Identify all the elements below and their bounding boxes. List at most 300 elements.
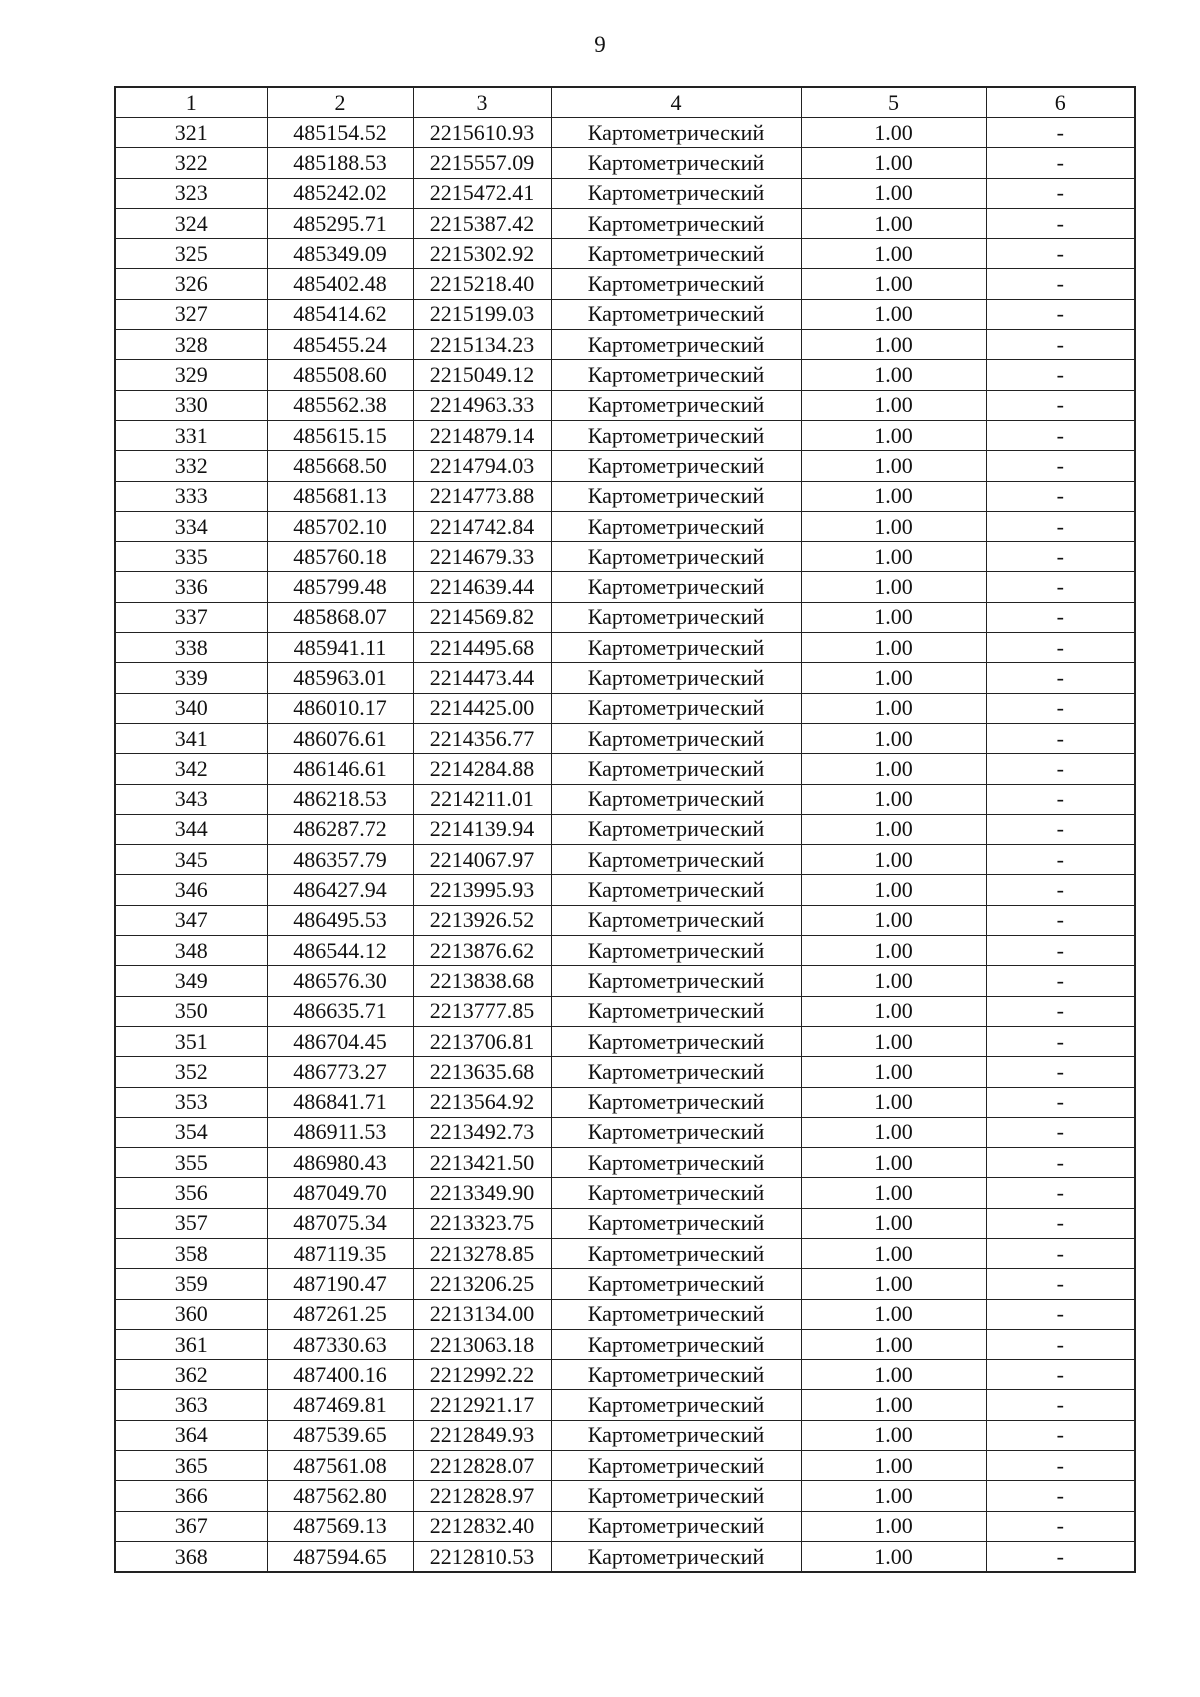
cell-point-number: 349	[115, 966, 267, 996]
cell-point-number: 362	[115, 1360, 267, 1390]
cell-accuracy: 1.00	[801, 1451, 986, 1481]
page-number: 9	[594, 32, 606, 57]
cell-method: Картометрический	[551, 905, 801, 935]
cell-description: -	[986, 814, 1135, 844]
cell-point-number: 340	[115, 693, 267, 723]
cell-x: 486635.71	[267, 996, 413, 1026]
cell-method: Картометрический	[551, 814, 801, 844]
cell-method: Картометрический	[551, 1117, 801, 1147]
cell-x: 487075.34	[267, 1208, 413, 1238]
cell-method: Картометрический	[551, 1148, 801, 1178]
header-cell-description: 6	[986, 87, 1135, 118]
cell-accuracy: 1.00	[801, 1057, 986, 1087]
cell-x: 486076.61	[267, 723, 413, 753]
cell-x: 485508.60	[267, 360, 413, 390]
table-row	[115, 754, 1135, 784]
cell-description: -	[986, 602, 1135, 632]
cell-point-number: 343	[115, 784, 267, 814]
cell-method: Картометрический	[551, 1511, 801, 1541]
cell-x: 485188.53	[267, 148, 413, 178]
cell-y: 2214495.68	[413, 633, 551, 663]
cell-point-number: 333	[115, 481, 267, 511]
cell-accuracy: 1.00	[801, 1026, 986, 1056]
table-row	[115, 360, 1135, 390]
table-row	[115, 1299, 1135, 1329]
coordinates-table	[114, 86, 1136, 1573]
cell-y: 2213635.68	[413, 1057, 551, 1087]
cell-y: 2212832.40	[413, 1511, 551, 1541]
cell-description: -	[986, 1511, 1135, 1541]
cell-description: -	[986, 1360, 1135, 1390]
cell-point-number: 339	[115, 663, 267, 693]
cell-description: -	[986, 693, 1135, 723]
cell-point-number: 336	[115, 572, 267, 602]
cell-method: Картометрический	[551, 1390, 801, 1420]
cell-method: Картометрический	[551, 208, 801, 238]
cell-x: 485941.11	[267, 633, 413, 663]
cell-method: Картометрический	[551, 1238, 801, 1268]
cell-x: 486576.30	[267, 966, 413, 996]
cell-point-number: 330	[115, 390, 267, 420]
cell-point-number: 324	[115, 208, 267, 238]
cell-accuracy: 1.00	[801, 269, 986, 299]
table-row	[115, 511, 1135, 541]
cell-description: -	[986, 511, 1135, 541]
cell-point-number: 347	[115, 905, 267, 935]
table-body	[115, 118, 1135, 1573]
cell-description: -	[986, 1057, 1135, 1087]
cell-y: 2215302.92	[413, 239, 551, 269]
cell-method: Картометрический	[551, 360, 801, 390]
table-row	[115, 1481, 1135, 1511]
cell-point-number: 342	[115, 754, 267, 784]
cell-accuracy: 1.00	[801, 905, 986, 935]
cell-point-number: 368	[115, 1541, 267, 1572]
cell-x: 485414.62	[267, 299, 413, 329]
cell-y: 2213349.90	[413, 1178, 551, 1208]
cell-accuracy: 1.00	[801, 1238, 986, 1268]
cell-method: Картометрический	[551, 1087, 801, 1117]
cell-accuracy: 1.00	[801, 572, 986, 602]
header-cell-point-number: 1	[115, 87, 267, 118]
cell-point-number: 323	[115, 178, 267, 208]
cell-description: -	[986, 1117, 1135, 1147]
table-row	[115, 1541, 1135, 1572]
cell-point-number: 350	[115, 996, 267, 1026]
table-row	[115, 1390, 1135, 1420]
cell-description: -	[986, 269, 1135, 299]
table-row	[115, 693, 1135, 723]
cell-method: Картометрический	[551, 330, 801, 360]
cell-point-number: 361	[115, 1329, 267, 1359]
cell-accuracy: 1.00	[801, 1087, 986, 1117]
cell-method: Картометрический	[551, 390, 801, 420]
cell-x: 486911.53	[267, 1117, 413, 1147]
cell-method: Картометрический	[551, 1299, 801, 1329]
header-cell-accuracy: 5	[801, 87, 986, 118]
cell-x: 486218.53	[267, 784, 413, 814]
cell-method: Картометрический	[551, 875, 801, 905]
cell-y: 2213206.25	[413, 1269, 551, 1299]
cell-y: 2213706.81	[413, 1026, 551, 1056]
cell-description: -	[986, 754, 1135, 784]
cell-y: 2212810.53	[413, 1541, 551, 1572]
cell-description: -	[986, 996, 1135, 1026]
cell-point-number: 325	[115, 239, 267, 269]
table-row	[115, 663, 1135, 693]
cell-x: 487119.35	[267, 1238, 413, 1268]
cell-method: Картометрический	[551, 996, 801, 1026]
cell-description: -	[986, 845, 1135, 875]
cell-x: 486704.45	[267, 1026, 413, 1056]
table-row	[115, 875, 1135, 905]
cell-x: 485455.24	[267, 330, 413, 360]
cell-description: -	[986, 1481, 1135, 1511]
cell-x: 486357.79	[267, 845, 413, 875]
cell-description: -	[986, 723, 1135, 753]
cell-accuracy: 1.00	[801, 784, 986, 814]
cell-x: 485402.48	[267, 269, 413, 299]
cell-x: 485868.07	[267, 602, 413, 632]
cell-method: Картометрический	[551, 1269, 801, 1299]
cell-method: Картометрический	[551, 633, 801, 663]
cell-x: 487261.25	[267, 1299, 413, 1329]
table-row	[115, 148, 1135, 178]
cell-y: 2215387.42	[413, 208, 551, 238]
cell-y: 2213926.52	[413, 905, 551, 935]
cell-description: -	[986, 905, 1135, 935]
cell-y: 2214773.88	[413, 481, 551, 511]
table-row	[115, 1178, 1135, 1208]
cell-description: -	[986, 572, 1135, 602]
cell-method: Картометрический	[551, 1420, 801, 1450]
table-row	[115, 1511, 1135, 1541]
cell-accuracy: 1.00	[801, 875, 986, 905]
cell-description: -	[986, 542, 1135, 572]
cell-method: Картометрический	[551, 663, 801, 693]
cell-x: 485668.50	[267, 451, 413, 481]
cell-accuracy: 1.00	[801, 633, 986, 663]
cell-point-number: 332	[115, 451, 267, 481]
cell-x: 485562.38	[267, 390, 413, 420]
cell-x: 485242.02	[267, 178, 413, 208]
cell-x: 485760.18	[267, 542, 413, 572]
cell-accuracy: 1.00	[801, 1420, 986, 1450]
cell-description: -	[986, 784, 1135, 814]
cell-accuracy: 1.00	[801, 1148, 986, 1178]
cell-accuracy: 1.00	[801, 1208, 986, 1238]
cell-x: 485295.71	[267, 208, 413, 238]
cell-method: Картометрический	[551, 511, 801, 541]
cell-point-number: 341	[115, 723, 267, 753]
table-row	[115, 1420, 1135, 1450]
table-row	[115, 1148, 1135, 1178]
cell-accuracy: 1.00	[801, 663, 986, 693]
cell-description: -	[986, 118, 1135, 148]
cell-x: 486841.71	[267, 1087, 413, 1117]
cell-point-number: 338	[115, 633, 267, 663]
cell-accuracy: 1.00	[801, 1117, 986, 1147]
cell-y: 2214742.84	[413, 511, 551, 541]
table-row	[115, 1208, 1135, 1238]
cell-point-number: 345	[115, 845, 267, 875]
cell-x: 486980.43	[267, 1148, 413, 1178]
header-row	[115, 87, 1135, 118]
cell-accuracy: 1.00	[801, 148, 986, 178]
cell-method: Картометрический	[551, 178, 801, 208]
cell-y: 2214425.00	[413, 693, 551, 723]
cell-accuracy: 1.00	[801, 693, 986, 723]
table-row	[115, 1329, 1135, 1359]
cell-y: 2213777.85	[413, 996, 551, 1026]
cell-point-number: 337	[115, 602, 267, 632]
cell-description: -	[986, 208, 1135, 238]
cell-method: Картометрический	[551, 1481, 801, 1511]
cell-point-number: 351	[115, 1026, 267, 1056]
cell-accuracy: 1.00	[801, 420, 986, 450]
cell-x: 486287.72	[267, 814, 413, 844]
table-row	[115, 814, 1135, 844]
cell-y: 2214679.33	[413, 542, 551, 572]
header-cell-method: 4	[551, 87, 801, 118]
cell-description: -	[986, 1269, 1135, 1299]
table-row	[115, 936, 1135, 966]
cell-accuracy: 1.00	[801, 542, 986, 572]
cell-y: 2214067.97	[413, 845, 551, 875]
table-row	[115, 845, 1135, 875]
table-row	[115, 1087, 1135, 1117]
cell-description: -	[986, 1026, 1135, 1056]
cell-description: -	[986, 299, 1135, 329]
cell-accuracy: 1.00	[801, 723, 986, 753]
table-row	[115, 633, 1135, 663]
table-row	[115, 602, 1135, 632]
cell-accuracy: 1.00	[801, 330, 986, 360]
cell-y: 2212992.22	[413, 1360, 551, 1390]
cell-y: 2213838.68	[413, 966, 551, 996]
cell-point-number: 335	[115, 542, 267, 572]
cell-accuracy: 1.00	[801, 1541, 986, 1572]
cell-method: Картометрический	[551, 723, 801, 753]
cell-y: 2213492.73	[413, 1117, 551, 1147]
table-row	[115, 118, 1135, 148]
cell-y: 2214963.33	[413, 390, 551, 420]
cell-accuracy: 1.00	[801, 299, 986, 329]
cell-description: -	[986, 1238, 1135, 1268]
cell-accuracy: 1.00	[801, 754, 986, 784]
cell-description: -	[986, 1390, 1135, 1420]
table-row	[115, 1026, 1135, 1056]
cell-method: Картометрический	[551, 1541, 801, 1572]
cell-x: 487539.65	[267, 1420, 413, 1450]
cell-description: -	[986, 633, 1135, 663]
cell-y: 2214473.44	[413, 663, 551, 693]
cell-y: 2214139.94	[413, 814, 551, 844]
table-row	[115, 572, 1135, 602]
cell-x: 486773.27	[267, 1057, 413, 1087]
cell-y: 2215557.09	[413, 148, 551, 178]
cell-y: 2213564.92	[413, 1087, 551, 1117]
table-row	[115, 1057, 1135, 1087]
table-row	[115, 966, 1135, 996]
cell-accuracy: 1.00	[801, 451, 986, 481]
cell-accuracy: 1.00	[801, 118, 986, 148]
table-row	[115, 1238, 1135, 1268]
cell-x: 487594.65	[267, 1541, 413, 1572]
table-row	[115, 420, 1135, 450]
header-cell-x: 2	[267, 87, 413, 118]
cell-description: -	[986, 1299, 1135, 1329]
cell-method: Картометрический	[551, 269, 801, 299]
cell-description: -	[986, 420, 1135, 450]
table-row	[115, 481, 1135, 511]
cell-method: Картометрический	[551, 1057, 801, 1087]
cell-x: 485702.10	[267, 511, 413, 541]
cell-y: 2215049.12	[413, 360, 551, 390]
cell-accuracy: 1.00	[801, 1390, 986, 1420]
cell-y: 2215472.41	[413, 178, 551, 208]
cell-point-number: 329	[115, 360, 267, 390]
cell-y: 2212828.07	[413, 1451, 551, 1481]
cell-description: -	[986, 178, 1135, 208]
cell-method: Картометрический	[551, 936, 801, 966]
cell-point-number: 326	[115, 269, 267, 299]
cell-description: -	[986, 390, 1135, 420]
cell-point-number: 321	[115, 118, 267, 148]
table-row	[115, 1117, 1135, 1147]
cell-y: 2215610.93	[413, 118, 551, 148]
cell-method: Картометрический	[551, 602, 801, 632]
cell-point-number: 358	[115, 1238, 267, 1268]
cell-method: Картометрический	[551, 1208, 801, 1238]
cell-point-number: 360	[115, 1299, 267, 1329]
cell-accuracy: 1.00	[801, 936, 986, 966]
cell-accuracy: 1.00	[801, 1511, 986, 1541]
table-row	[115, 178, 1135, 208]
cell-point-number: 353	[115, 1087, 267, 1117]
cell-description: -	[986, 451, 1135, 481]
cell-y: 2213421.50	[413, 1148, 551, 1178]
cell-method: Картометрический	[551, 966, 801, 996]
cell-method: Картометрический	[551, 239, 801, 269]
table-row	[115, 330, 1135, 360]
cell-accuracy: 1.00	[801, 1329, 986, 1359]
cell-method: Картометрический	[551, 299, 801, 329]
cell-description: -	[986, 1329, 1135, 1359]
cell-y: 2214211.01	[413, 784, 551, 814]
cell-point-number: 322	[115, 148, 267, 178]
cell-point-number: 344	[115, 814, 267, 844]
cell-accuracy: 1.00	[801, 1481, 986, 1511]
cell-description: -	[986, 330, 1135, 360]
cell-description: -	[986, 239, 1135, 269]
table-row	[115, 905, 1135, 935]
cell-y: 2212828.97	[413, 1481, 551, 1511]
cell-y: 2215199.03	[413, 299, 551, 329]
cell-accuracy: 1.00	[801, 814, 986, 844]
cell-accuracy: 1.00	[801, 239, 986, 269]
table-header	[115, 87, 1135, 118]
cell-accuracy: 1.00	[801, 481, 986, 511]
cell-method: Картометрический	[551, 1451, 801, 1481]
cell-method: Картометрический	[551, 754, 801, 784]
cell-accuracy: 1.00	[801, 360, 986, 390]
cell-x: 487562.80	[267, 1481, 413, 1511]
cell-y: 2213323.75	[413, 1208, 551, 1238]
cell-description: -	[986, 481, 1135, 511]
cell-accuracy: 1.00	[801, 996, 986, 1026]
cell-point-number: 357	[115, 1208, 267, 1238]
cell-description: -	[986, 1178, 1135, 1208]
table-row	[115, 1360, 1135, 1390]
cell-x: 486544.12	[267, 936, 413, 966]
cell-description: -	[986, 1541, 1135, 1572]
cell-point-number: 365	[115, 1451, 267, 1481]
cell-description: -	[986, 1451, 1135, 1481]
cell-accuracy: 1.00	[801, 511, 986, 541]
header-cell-y: 3	[413, 87, 551, 118]
cell-point-number: 331	[115, 420, 267, 450]
table-row	[115, 784, 1135, 814]
cell-accuracy: 1.00	[801, 208, 986, 238]
cell-point-number: 363	[115, 1390, 267, 1420]
cell-description: -	[986, 1087, 1135, 1117]
cell-method: Картометрический	[551, 420, 801, 450]
cell-x: 485349.09	[267, 239, 413, 269]
table-row	[115, 451, 1135, 481]
cell-description: -	[986, 936, 1135, 966]
cell-method: Картометрический	[551, 451, 801, 481]
cell-method: Картометрический	[551, 784, 801, 814]
cell-point-number: 359	[115, 1269, 267, 1299]
cell-description: -	[986, 1420, 1135, 1450]
cell-y: 2215218.40	[413, 269, 551, 299]
cell-point-number: 346	[115, 875, 267, 905]
cell-y: 2213063.18	[413, 1329, 551, 1359]
cell-method: Картометрический	[551, 1178, 801, 1208]
cell-x: 485963.01	[267, 663, 413, 693]
cell-method: Картометрический	[551, 148, 801, 178]
table-row	[115, 208, 1135, 238]
cell-method: Картометрический	[551, 1360, 801, 1390]
cell-x: 487400.16	[267, 1360, 413, 1390]
cell-description: -	[986, 966, 1135, 996]
table-row	[115, 269, 1135, 299]
table-row	[115, 723, 1135, 753]
cell-point-number: 367	[115, 1511, 267, 1541]
cell-y: 2215134.23	[413, 330, 551, 360]
table-row	[115, 299, 1135, 329]
cell-accuracy: 1.00	[801, 1299, 986, 1329]
cell-x: 485681.13	[267, 481, 413, 511]
cell-accuracy: 1.00	[801, 178, 986, 208]
cell-point-number: 352	[115, 1057, 267, 1087]
cell-x: 485154.52	[267, 118, 413, 148]
cell-x: 487561.08	[267, 1451, 413, 1481]
cell-accuracy: 1.00	[801, 1269, 986, 1299]
cell-x: 487049.70	[267, 1178, 413, 1208]
cell-y: 2213278.85	[413, 1238, 551, 1268]
cell-point-number: 327	[115, 299, 267, 329]
cell-point-number: 356	[115, 1178, 267, 1208]
cell-method: Картометрический	[551, 1026, 801, 1056]
table-row	[115, 1451, 1135, 1481]
cell-accuracy: 1.00	[801, 966, 986, 996]
cell-method: Картометрический	[551, 481, 801, 511]
table-row	[115, 239, 1135, 269]
cell-x: 485615.15	[267, 420, 413, 450]
cell-point-number: 364	[115, 1420, 267, 1450]
